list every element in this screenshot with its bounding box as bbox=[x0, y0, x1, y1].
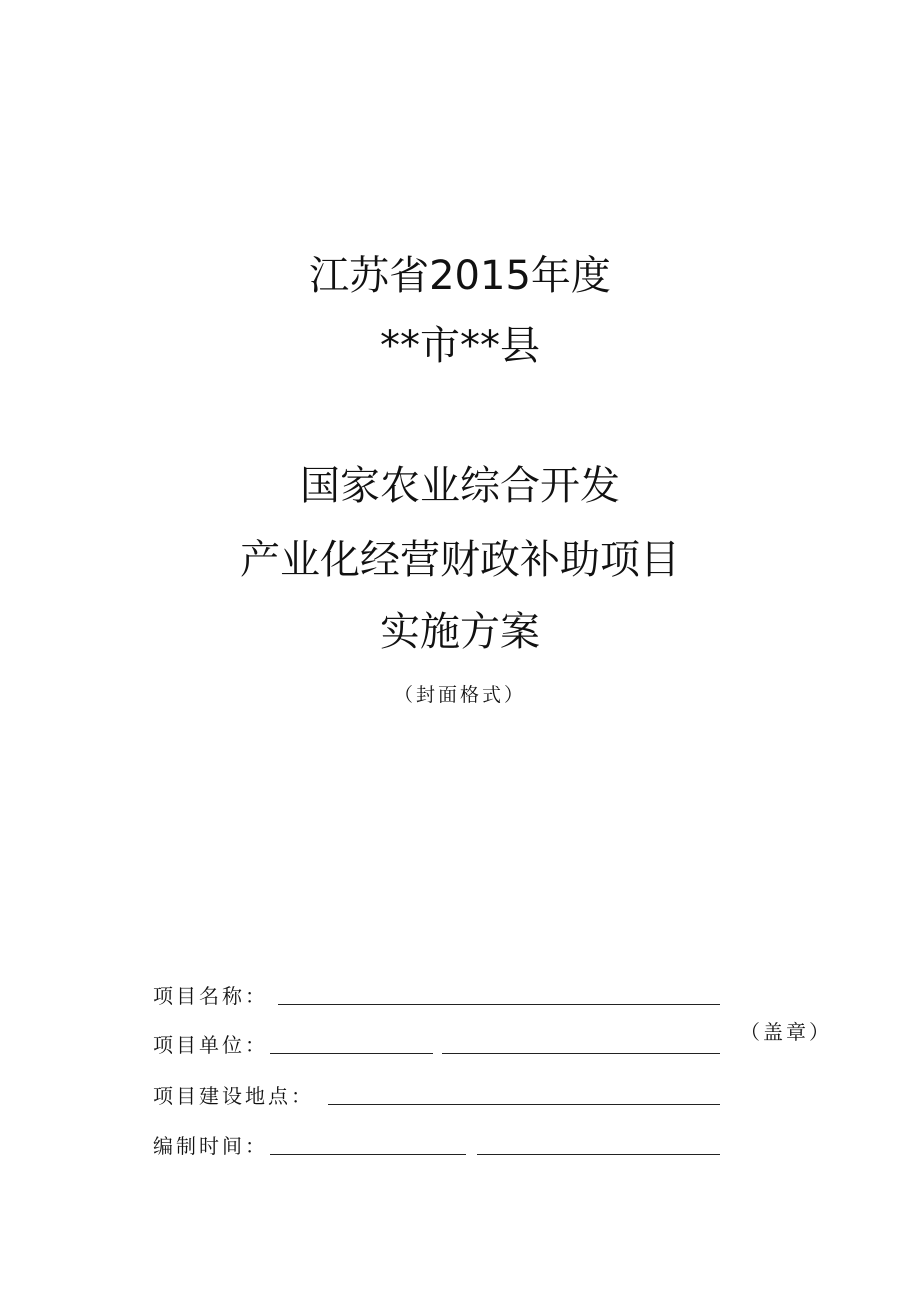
project-location-line bbox=[328, 1104, 720, 1105]
seal-note: （盖章） bbox=[740, 1020, 832, 1044]
cover-title-program: 国家农业综合开发 bbox=[300, 463, 620, 509]
project-name-label: 项目名称： bbox=[153, 984, 268, 1008]
cover-title-year: 江苏省2015年度 bbox=[309, 253, 611, 299]
project-unit-line-2 bbox=[442, 1053, 720, 1054]
cover-title-region: **市**县 bbox=[380, 323, 540, 369]
project-unit-line-1 bbox=[270, 1053, 433, 1054]
cover-title-project: 产业化经营财政补助项目 bbox=[240, 537, 680, 583]
compile-time-line-1 bbox=[270, 1154, 466, 1155]
compile-time-label: 编制时间： bbox=[153, 1134, 268, 1158]
project-name-line bbox=[278, 1004, 720, 1005]
compile-time-line-2 bbox=[477, 1154, 720, 1155]
cover-format-note: （封面格式） bbox=[393, 684, 526, 706]
project-location-label: 项目建设地点： bbox=[153, 1084, 314, 1108]
cover-title-plan: 实施方案 bbox=[380, 609, 540, 655]
project-unit-label: 项目单位： bbox=[153, 1033, 268, 1057]
